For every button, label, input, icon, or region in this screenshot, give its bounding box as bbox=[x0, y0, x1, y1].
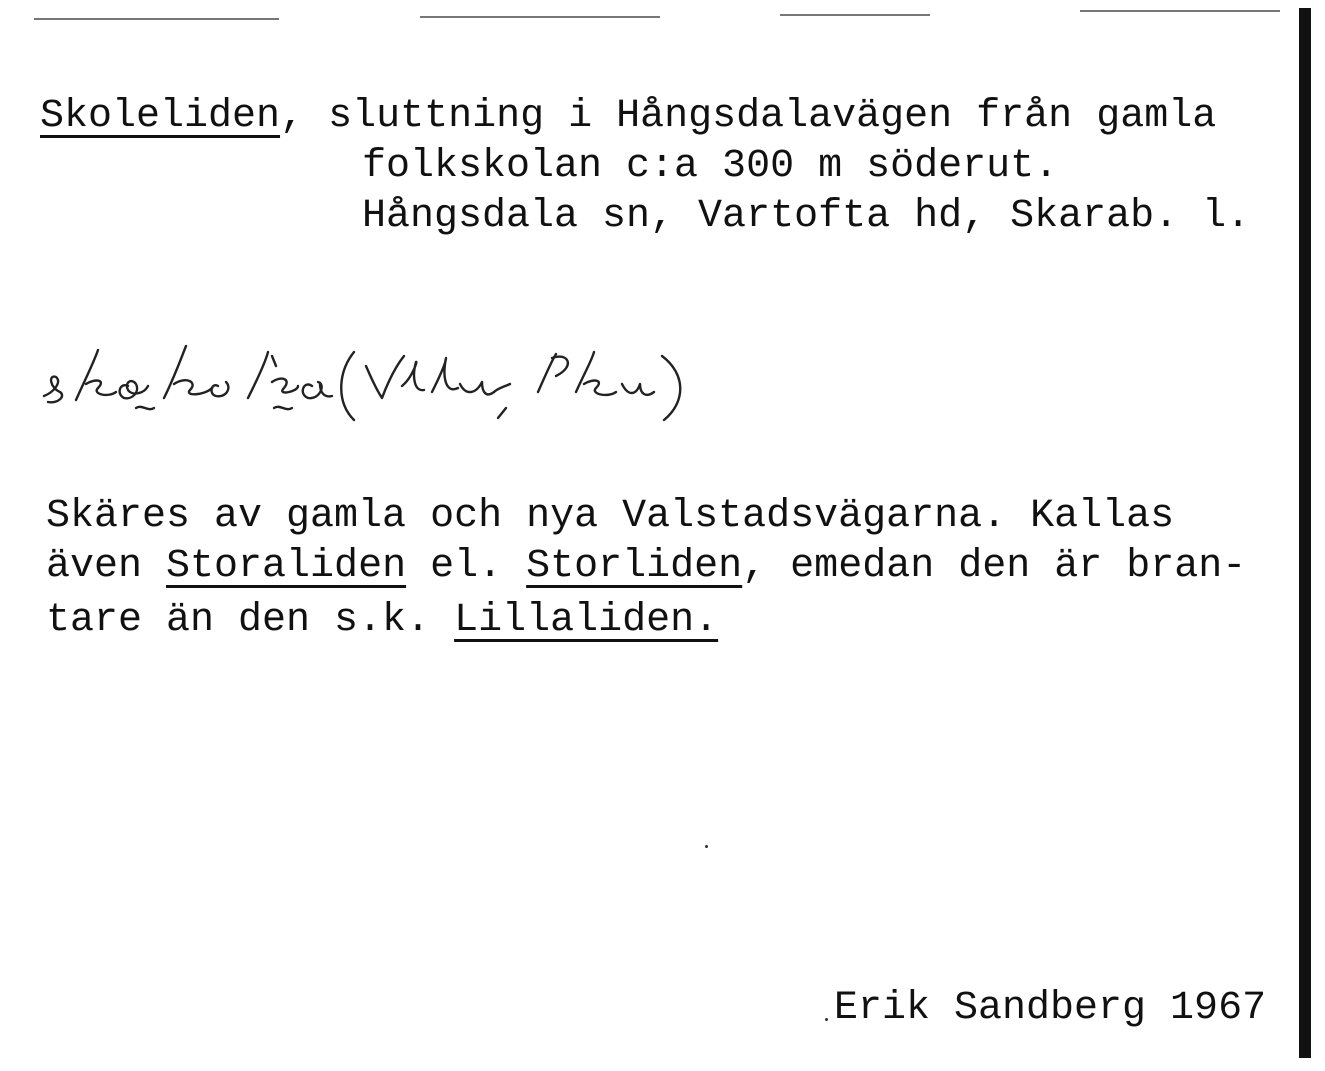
top-edge-rule bbox=[34, 18, 279, 20]
note-line-2 bbox=[46, 542, 1246, 592]
paper-speck bbox=[825, 1018, 828, 1021]
entry-line-1 bbox=[40, 92, 1216, 142]
top-edge-rule bbox=[780, 14, 930, 16]
signature: Erik Sandberg 1967 bbox=[834, 986, 1267, 1031]
note-line-3 bbox=[46, 596, 718, 646]
paper-speck bbox=[705, 845, 708, 848]
note-line-2-post: , emedan den är bran- bbox=[742, 544, 1247, 589]
name-lillaliden: Lillaliden. bbox=[454, 598, 719, 643]
note-line-1: Skäres av gamla och nya Valstadsvägarna. Kallas bbox=[46, 494, 1175, 539]
top-edge-rule bbox=[420, 16, 660, 18]
headword-comma: , bbox=[280, 94, 329, 139]
definition-line-3: Hångsdala sn, Vartofta hd, Skarab. l. bbox=[362, 194, 1251, 239]
card-right-edge bbox=[1299, 8, 1311, 1058]
space bbox=[142, 544, 166, 589]
handwritten-pronunciation bbox=[36, 322, 866, 432]
name-storaliden: Storaliden bbox=[166, 544, 407, 589]
definition-line-1: sluttning i Hångsdalavägen från gamla bbox=[328, 94, 1217, 139]
space bbox=[430, 598, 454, 643]
note-line-3-pre: tare än den s.k. bbox=[46, 598, 431, 643]
top-edge-rule bbox=[1080, 10, 1280, 12]
note-line-2-mid: el. bbox=[430, 544, 503, 589]
name-storliden: Storliden bbox=[526, 544, 743, 589]
space bbox=[502, 544, 526, 589]
definition-line-2: folkskolan c:a 300 m söderut. bbox=[362, 144, 1059, 189]
note-line-2-pre: även bbox=[46, 544, 143, 589]
space bbox=[406, 544, 430, 589]
headword: Skoleliden bbox=[40, 94, 281, 139]
